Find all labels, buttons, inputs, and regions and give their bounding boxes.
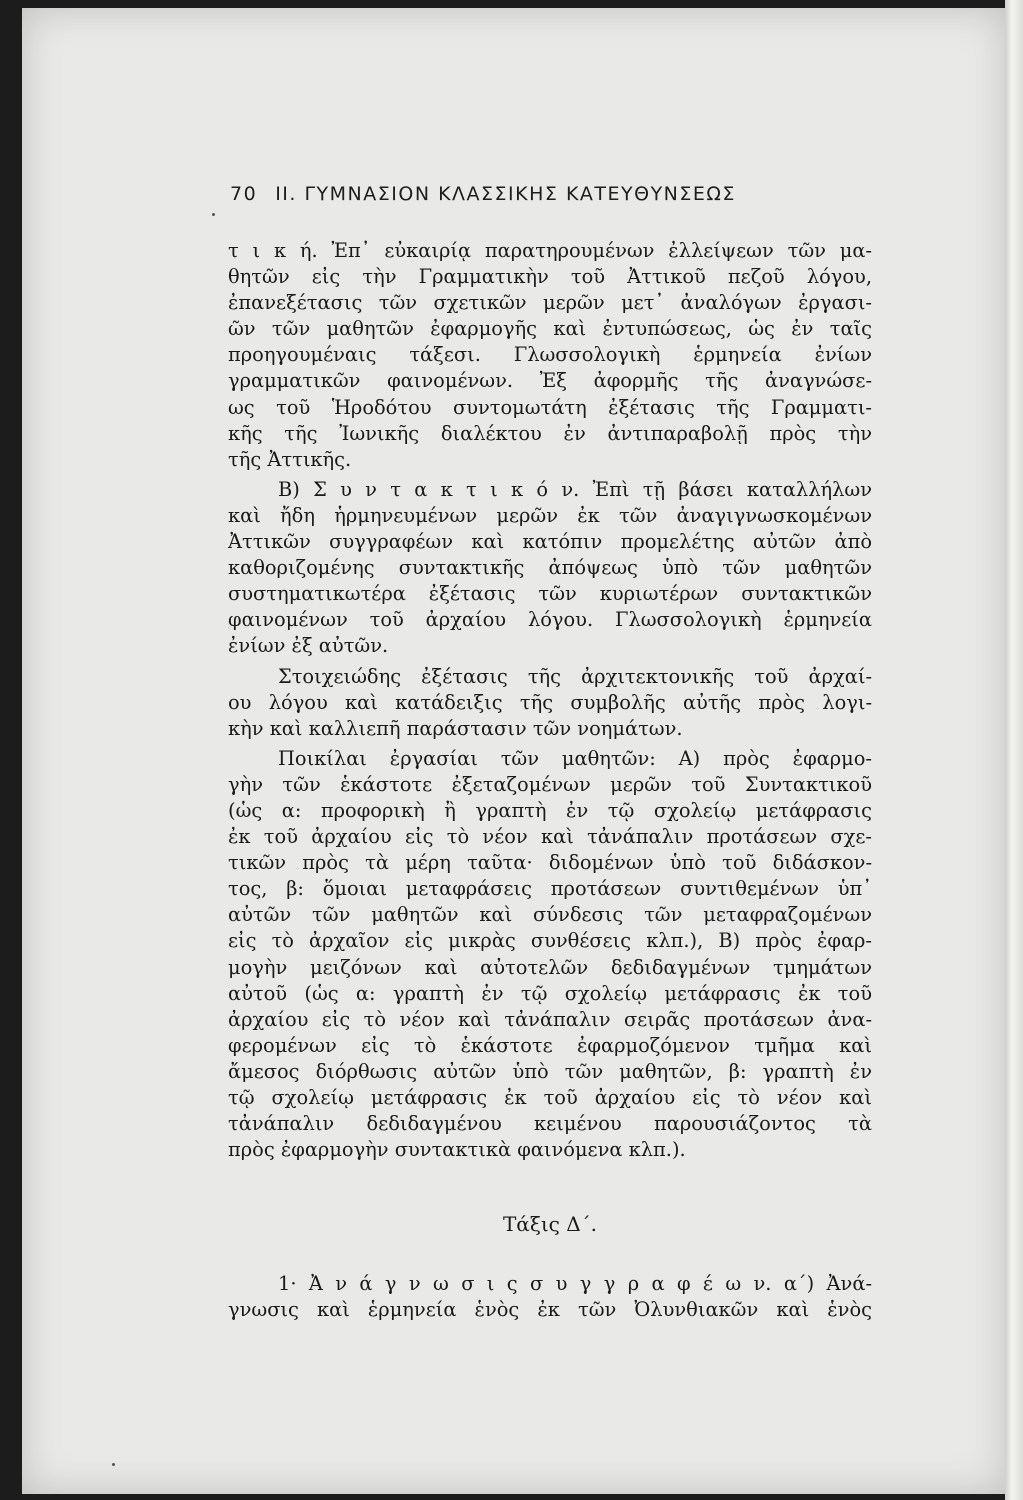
text-line: εἰς τὸ ἀρχαῖον εἰς μικρὰς συνθέσεις κλπ.), Β) πρὸς ἐφαρ- [228, 929, 872, 953]
text-line: γνωσις καὶ ἑρμηνεία ἑνὸς ἐκ τῶν Ὀλυνθιακῶν καὶ ἑνὸς [228, 1298, 872, 1322]
text-line: τ ι κ ή. Ἐπ᾽ εὐκαιρίᾳ παρατηρουμένων ἐλλείψεων τῶν μα- [228, 239, 872, 262]
text-line: ἀρχαίου εἰς τὸ νέον καὶ τἀνάπαλιν σειρᾶς προτάσεων ἀνα- [228, 1007, 872, 1031]
text-line: κὴν καὶ καλλιεπῆ παράστασιν τῶν νοημάτων. [228, 716, 683, 740]
text-line: Ἀττικῶν συγγραφέων καὶ κατόπιν προμελέτης αὐτῶν ἀπὸ [228, 530, 872, 554]
text-line: ἐκ τοῦ ἀρχαίου εἰς τὸ νέον καὶ τἀνάπαλιν προτάσεων σχε- [228, 825, 872, 849]
text-line: προηγουμέναις τάξεσι. Γλωσσολογικὴ ἑρμηνεία ἐνίων [228, 343, 872, 367]
text-line: γὴν τῶν ἑκάστοτε ἐξεταζομένων μερῶν τοῦ Συντακτικοῦ [228, 772, 872, 796]
text-line: τος, β: ὅμοιαι μεταφράσεις προτάσεων συντιθεμένων ὑπ᾽ [228, 877, 872, 901]
text-line: ῶν τῶν μαθητῶν ἐφαρμογῆς καὶ ἐντυπώσεως, ὡς ἐν ταῖς [228, 317, 872, 341]
text-line: Β) Σ υ ν τ α κ τ ι κ ό ν. Ἐπὶ τῇ βάσει καταλλήλων [278, 477, 872, 501]
text-line: (ὡς α: προφορικὴ ἢ γραπτὴ ἐν τῷ σχολείῳ μετάφρασις [228, 798, 872, 822]
text-line: συστηματικωτέρα ἐξέτασις τῶν κυριωτέρων συντακτικῶν [228, 582, 872, 606]
text-line: κῆς τῆς Ἰωνικῆς διαλέκτου ἐν ἀντιπαραβολῇ πρὸς τὴν [228, 421, 872, 445]
text-line: Ποικίλαι ἐργασίαι τῶν μαθητῶν: Α) πρὸς ἐφαρμο- [278, 746, 872, 770]
text-line: καὶ ἤδη ἡρμηνευμένων μερῶν ἐκ τῶν ἀναγιγνωσκομένων [228, 503, 872, 527]
text-line: τῷ σχολείῳ μετάφρασις ἐκ τοῦ ἀρχαίου εἰς τὸ νέον καὶ [228, 1086, 872, 1109]
text-line: αὐτοῦ (ὡς α: γραπτὴ ἐν τῷ σχολείῳ μετάφρασις ἐκ τοῦ [228, 981, 872, 1005]
text-line: πρὸς ἐφαρμογὴν συντακτικὰ φαινόμενα κλπ.). [228, 1138, 686, 1162]
text-line: φαινομένων τοῦ ἀρχαίου λόγου. Γλωσσολογικὴ ἑρμηνεία [228, 608, 872, 632]
text-line: τῆς Ἀττικῆς. [228, 447, 352, 471]
text-line: τἀνάπαλιν δεδιδαγμένου κειμένου παρουσιάζοντος τὰ [228, 1112, 872, 1136]
text-line: καθοριζομένης συντακτικῆς ἀπόψεως ὑπὸ τῶν μαθητῶν [228, 556, 872, 580]
section-text [228, 1270, 872, 1322]
text-line: αὐτῶν τῶν μαθητῶν καὶ σύνδεσις τῶν μεταφραζομένων [228, 903, 872, 927]
text-line: ἐπανεξέτασις τῶν σχετικῶν μερῶν μετ᾽ ἀναλόγων ἐργασι- [228, 291, 872, 315]
page-edge [1005, 0, 1023, 1500]
text-line: γραμματικῶν φαινομένων. Ἐξ ἀφορμῆς τῆς ἀναγνώσε- [228, 369, 872, 393]
text-line: Στοιχειώδης ἐξέτασις τῆς ἀρχιτεκτονικῆς τοῦ ἀρχαί- [278, 664, 872, 688]
text-line: ου λόγου καὶ κατάδειξις τῆς συμβολῆς αὐτῆς πρὸς λογι- [228, 690, 872, 714]
section-heading: Τάξις Δ΄. [502, 1212, 598, 1236]
body-text [228, 238, 872, 1163]
page-number: 70 [230, 183, 258, 205]
ink-speck [212, 213, 215, 216]
ink-speck [112, 1463, 115, 1466]
text-line: μογὴν μειζόνων καὶ αὐτοτελῶν δεδιδαγμένων τμημάτων [228, 955, 872, 979]
running-header [230, 183, 850, 205]
text-line: 1· Ἀ ν ά γ ν ω σ ι ς σ υ γ γ ρ α φ έ ω ν. α΄) Ἀνά- [278, 1272, 872, 1295]
text-line: θητῶν εἰς τὴν Γραμματικὴν τοῦ Ἀττικοῦ πεζοῦ λόγου, [228, 265, 872, 289]
text-line: φερομένων εἰς τὸ ἑκάστοτε ἐφαρμοζόμενον τμῆμα καὶ [228, 1033, 872, 1057]
running-title: II. ΓΥΜΝΑΣΙΟΝ ΚΛΑΣΣΙΚΗΣ ΚΑΤΕΥΘΥΝΣΕΩΣ [275, 183, 736, 205]
text-line: ως τοῦ Ἡροδότου συντομωτάτη ἐξέτασις τῆς Γραμματι- [228, 395, 872, 419]
text-line: ἄμεσος διόρθωσις αὐτῶν ὑπὸ τῶν μαθητῶν, β: γραπτὴ ἐν [228, 1059, 872, 1083]
text-line: ἐνίων ἐξ αὐτῶν. [228, 634, 389, 658]
text-line: τικῶν πρὸς τὰ μέρη ταῦτα· διδομένων ὑπὸ τοῦ διδάσκον- [228, 851, 872, 875]
